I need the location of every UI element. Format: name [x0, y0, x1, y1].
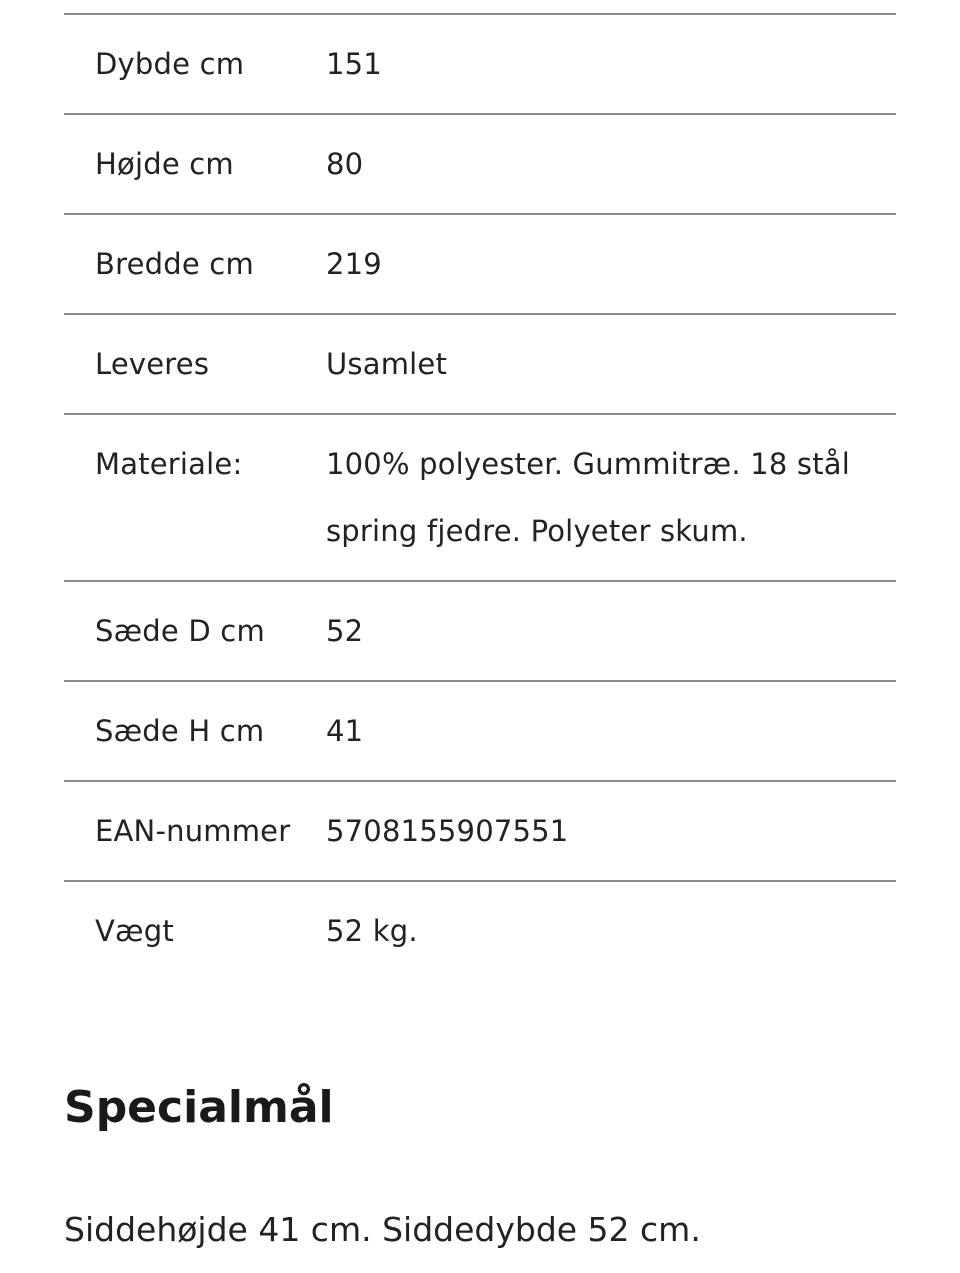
- table-row: [64, 14, 896, 114]
- spec-label-ean: EAN-nummer: [95, 814, 291, 848]
- spec-value-depth: 151: [326, 47, 382, 81]
- spec-label-delivery: Leveres: [95, 347, 210, 381]
- special-dimensions-heading: Specialmål: [64, 1082, 334, 1133]
- table-row: [64, 414, 896, 581]
- spec-label-width: Bredde cm: [95, 247, 254, 281]
- spec-label-weight: Vægt: [95, 914, 174, 948]
- spec-value-seat-depth: 52: [326, 614, 364, 648]
- product-details: [64, 0, 896, 1249]
- table-row: [64, 314, 896, 414]
- specifications-table: [64, 13, 896, 1031]
- table-row: [64, 881, 896, 1031]
- spec-value-width: 219: [326, 247, 382, 281]
- spec-label-material: Materiale:: [95, 447, 243, 481]
- spec-value-weight: 52 kg.: [326, 914, 418, 948]
- spec-label-height: Højde cm: [95, 147, 234, 181]
- spec-value-ean: 5708155907551: [326, 814, 569, 848]
- spec-value-seat-height: 41: [326, 714, 364, 748]
- spec-value-height: 80: [326, 147, 364, 181]
- spec-label-depth: Dybde cm: [95, 47, 245, 81]
- table-row: [64, 681, 896, 781]
- table-row: [64, 781, 896, 881]
- spec-value-delivery: Usamlet: [326, 347, 448, 381]
- table-row: [64, 214, 896, 314]
- table-row: [64, 114, 896, 214]
- table-row: [64, 581, 896, 681]
- spec-label-seat-depth: Sæde D cm: [95, 614, 265, 648]
- spec-value-material: 100% polyester. Gummitræ. 18 stål spring fjedre. Polyeter skum.: [326, 447, 850, 548]
- spec-label-seat-height: Sæde H cm: [95, 714, 265, 748]
- special-dimensions-text: Siddehøjde 41 cm. Siddedybde 52 cm.: [64, 1210, 701, 1249]
